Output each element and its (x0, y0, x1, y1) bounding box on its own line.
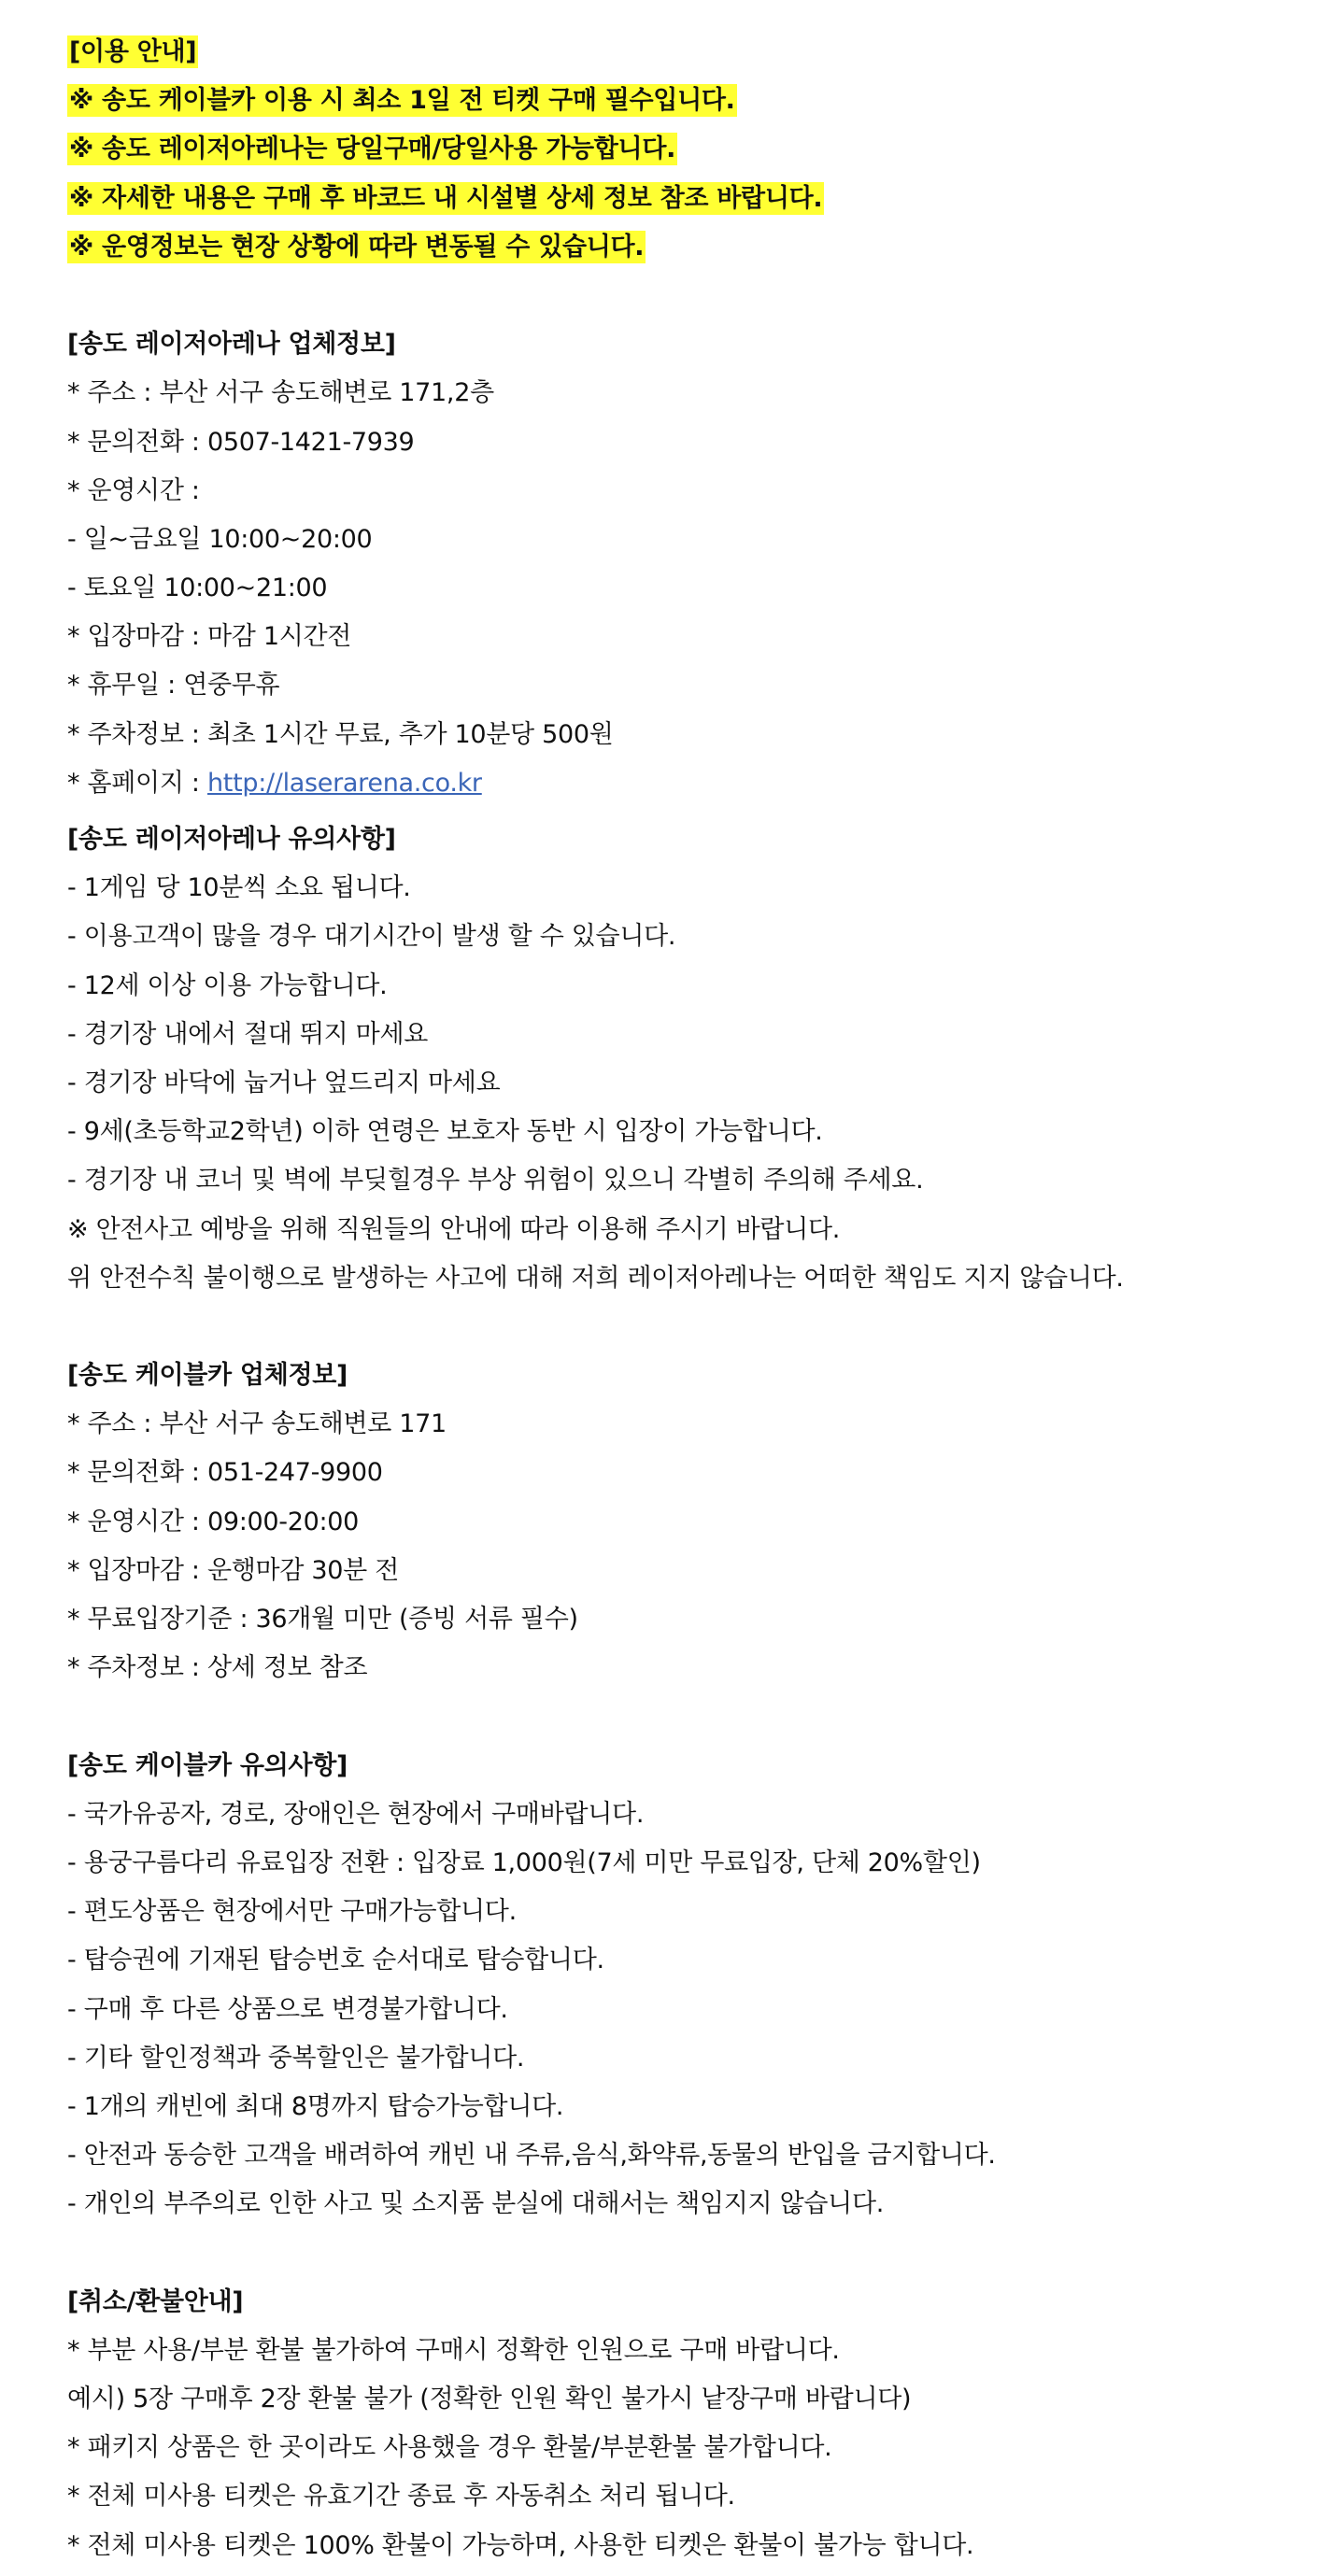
cable-info-title: [송도 케이블카 업체정보] (67, 1361, 348, 1391)
notice-item (67, 125, 1319, 174)
cable-info-section (67, 1352, 1319, 1692)
cable-info-item: * 입장마감 : 운행마감 30분 전 (67, 1555, 399, 1585)
laser-note-item: 위 안전수칙 불이행으로 발생하는 사고에 대해 저희 레이저아레나는 어떠한 책임도 지지 않습니다. (67, 1263, 1124, 1293)
notice-section (67, 28, 1319, 272)
notice-item-text: ※ 운영정보는 현장 상황에 따라 변동될 수 있습니다. (69, 232, 645, 262)
notice-item (67, 175, 1319, 223)
refund-item: * 패키지 상품은 한 곳이라도 사용했을 경우 환불/부분환불 불가합니다. (67, 2433, 832, 2463)
laser-note-item: - 12세 이상 이용 가능합니다. (67, 970, 388, 1000)
homepage-link[interactable]: http://laserarena.co.kr (206, 768, 482, 798)
cable-info-item: * 문의전화 : 051-247-9900 (67, 1458, 383, 1488)
cable-info-item: * 운영시간 : 09:00-20:00 (67, 1507, 360, 1536)
laser-note-item: - 1게임 당 10분씩 소요 됩니다. (67, 873, 411, 903)
laser-note-item: - 경기장 내에서 절대 뛰지 마세요 (67, 1019, 429, 1049)
laser-notes-title: [송도 레이저아레나 유의사항] (67, 825, 396, 854)
cable-note-item: - 구매 후 다른 상품으로 변경불가합니다. (67, 1994, 508, 2024)
cable-info-item: * 주차정보 : 상세 정보 참조 (67, 1653, 368, 1683)
cable-notes-section (67, 1742, 1319, 2229)
homepage-label: * 홈페이지 : (67, 768, 207, 798)
laser-homepage (67, 759, 1319, 808)
laser-notes-section (67, 815, 1319, 1303)
notice-item (67, 77, 1319, 125)
laser-hours-weekday: - 일~금요일 10:00~20:00 (67, 524, 373, 554)
laser-phone: * 문의전화 : 0507-1421-7939 (67, 427, 415, 457)
cable-note-item: - 탑승권에 기재된 탑승번호 순서대로 탑승합니다. (67, 1946, 604, 1975)
cable-note-item: - 개인의 부주의로 인한 사고 및 소지품 분실에 대해서는 책임지지 않습니다. (67, 2189, 885, 2219)
notice-item (67, 223, 1319, 272)
cable-note-item: - 안전과 동승한 고객을 배려하여 캐빈 내 주류,음식,화약류,동물의 반입을 금지합니다. (67, 2141, 996, 2171)
refund-item: * 전체 미사용 티켓은 100% 환불이 가능하며, 사용한 티켓은 환불이 불가능 합니다. (67, 2530, 974, 2560)
refund-item: 예시) 5장 구매후 2장 환불 불가 (정확한 인원 확인 불가시 낱장구매 바랍니다) (67, 2385, 912, 2413)
laser-note-item: - 이용고객이 많을 경우 대기시간이 발생 할 수 있습니다. (67, 922, 676, 952)
cable-note-item: - 국가유공자, 경로, 장애인은 현장에서 구매바랍니다. (67, 1799, 645, 1829)
cable-info-item: * 주소 : 부산 서구 송도해변로 171 (67, 1409, 447, 1439)
cable-note-item: - 용궁구름다리 유료입장 전환 : 입장료 1,000원(7세 미만 무료입장, 단체 20%할인) (67, 1847, 981, 1877)
refund-item: * 부분 사용/부분 환불 불가하여 구매시 정확한 인원으로 구매 바랍니다. (67, 2335, 840, 2365)
refund-section (67, 2278, 1319, 2570)
notice-title: [이용 안내] (69, 37, 197, 66)
cable-notes-title: [송도 케이블카 유의사항] (67, 1750, 348, 1780)
refund-item: * 전체 미사용 티켓은 유효기간 종료 후 자동취소 처리 됩니다. (67, 2482, 735, 2512)
notice-title-line (67, 28, 1319, 77)
cable-note-item: - 1개의 캐빈에 최대 8명까지 탑승가능합니다. (67, 2091, 564, 2121)
laser-note-item: - 경기장 바닥에 눕거나 엎드리지 마세요 (67, 1068, 501, 1097)
laser-hours-saturday: - 토요일 10:00~21:00 (67, 573, 328, 603)
notice-item-text: ※ 자세한 내용은 구매 후 바코드 내 시설별 상세 정보 참조 바랍니다. (69, 183, 823, 213)
laser-note-item: - 경기장 내 코너 및 벽에 부딪힐경우 부상 위험이 있으니 각별히 주의해 주세요. (67, 1166, 924, 1196)
laser-note-item: ※ 안전사고 예방을 위해 직원들의 안내에 따라 이용해 주시기 바랍니다. (67, 1214, 841, 1244)
laser-last-entry: * 입장마감 : 마감 1시간전 (67, 622, 352, 652)
laser-info-title: [송도 레이저아레나 업체정보] (67, 330, 396, 360)
spacer (67, 1692, 1319, 1741)
usage-guide-document (67, 28, 1319, 2570)
laser-note-item: - 9세(초등학교2학년) 이하 연령은 보호자 동반 시 입장이 가능합니다. (67, 1117, 823, 1147)
laser-parking: * 주차정보 : 최초 1시간 무료, 추가 10분당 500원 (67, 719, 614, 749)
laser-info-section (67, 320, 1319, 808)
notice-item-text: ※ 송도 레이저아레나는 당일구매/당일사용 가능합니다. (69, 134, 676, 164)
cable-note-item: - 기타 할인정책과 중복할인은 불가합니다. (67, 2043, 525, 2073)
spacer (67, 2229, 1319, 2277)
laser-hours-label: * 운영시간 : (67, 475, 200, 505)
refund-title: [취소/환불안내] (67, 2286, 244, 2316)
spacer (67, 272, 1319, 320)
notice-item-text: ※ 송도 케이블카 이용 시 최소 1일 전 티켓 구매 필수입니다. (69, 86, 735, 116)
laser-closed-days: * 휴무일 : 연중무휴 (67, 671, 280, 701)
cable-note-item: - 편도상품은 현장에서만 구매가능합니다. (67, 1897, 517, 1927)
spacer (67, 1303, 1319, 1352)
cable-info-item: * 무료입장기준 : 36개월 미만 (증빙 서류 필수) (67, 1605, 578, 1634)
spacer (67, 808, 1319, 815)
laser-address: * 주소 : 부산 서구 송도해변로 171,2층 (67, 378, 494, 408)
